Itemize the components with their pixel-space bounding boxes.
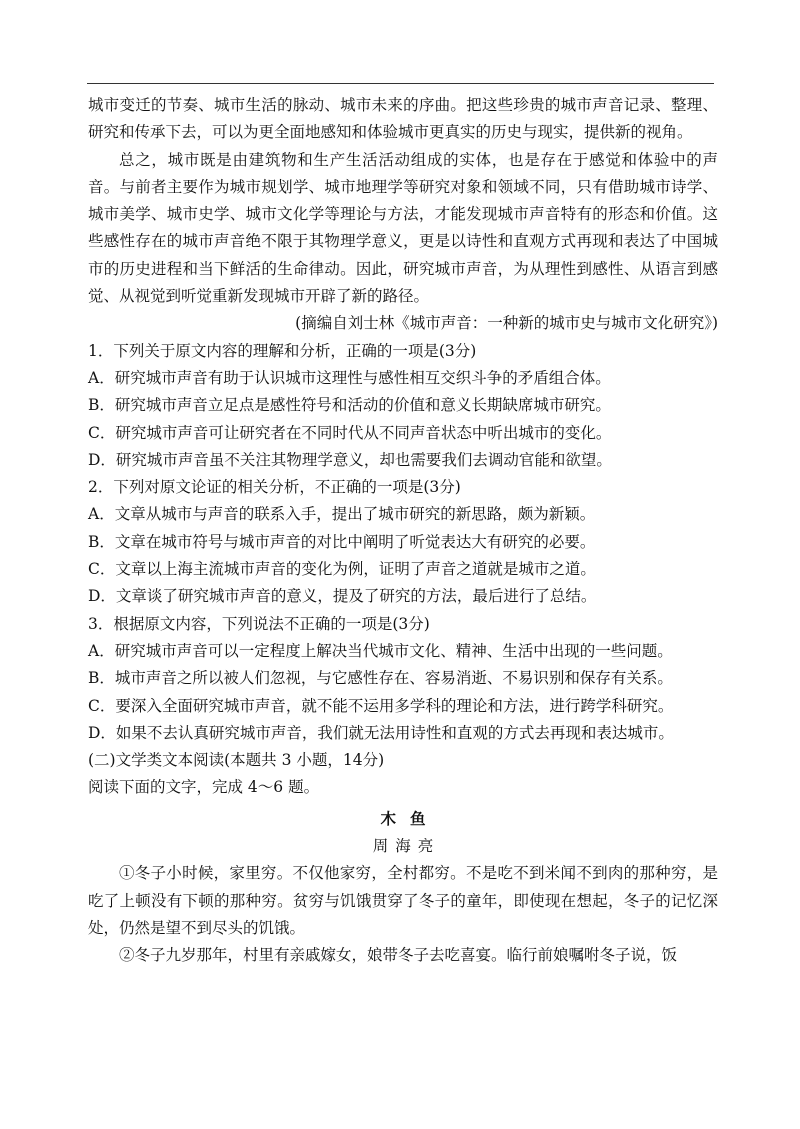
option-b: B．文章在城市符号与城市声音的对比中阐明了听觉表达大有研究的必要。	[88, 532, 596, 551]
option-a: A．研究城市声音有助于认识城市这理性与感性相互交织斗争的矛盾组合体。	[88, 368, 611, 387]
option-b: B．城市声音之所以被人们忽视，与它感性存在、容易消逝、不易识别和保存有关系。	[88, 669, 673, 688]
question-1	[88, 338, 718, 474]
story-paragraph-2: ②冬子九岁那年，村里有亲戚嫁女，娘带冬子去吃喜宴。临行前娘嘱咐冬子说，饭	[119, 946, 678, 965]
question-3	[88, 611, 718, 747]
story-title: 木鱼	[380, 809, 440, 828]
page-content	[88, 92, 718, 970]
option-a: A．研究城市声音可以一定程度上解决当代城市文化、精神、生活中出现的一些问题。	[88, 641, 673, 660]
story-paragraph-1: ①冬子小时候，家里穷。不仅他家穷，全村都穷。不是吃不到米闻不到肉的那种穷，是吃了上顿没有下顿的那种穷。贫穷与饥饿贯穿了冬子的童年，即使现在想起，冬子的记忆深处，仍然是望不到尽头的饥饿。	[88, 864, 718, 937]
question-stem: 1．下列关于原文内容的理解和分析，正确的一项是(3分)	[88, 341, 477, 360]
option-c: C．研究城市声音可让研究者在不同时代从不同声音状态中听出城市的变化。	[88, 423, 612, 442]
question-stem: 3．根据原文内容，下列说法不正确的一项是(3分)	[88, 614, 430, 633]
question-stem: 2．下列对原文论证的相关分析，不正确的一项是(3分)	[88, 478, 461, 497]
option-c: C．要深入全面研究城市声音，就不能不运用多学科的理论和方法，进行跨学科研究。	[88, 696, 674, 715]
option-c: C．文章以上海主流城市声音的变化为例，证明了声音之道就是城市之道。	[88, 560, 596, 579]
section-heading: (二)文学类文本阅读(本题共 3 小题，14分)	[88, 751, 385, 770]
option-d: D．研究城市声音虽不关注其物理学意义，却也需要我们去调动官能和欲望。	[88, 450, 612, 469]
passage-paragraph-continued: 城市变迁的节奏、城市生活的脉动、城市未来的序曲。把这些珍贵的城市声音记录、整理、研究和传承下去，可以为更全面地感知和体验城市更真实的历史与现实，提供新的视角。	[88, 96, 718, 142]
story-author: 周海亮	[372, 837, 441, 856]
option-a: A．文章从城市与声音的联系入手，提出了城市研究的新思路，颇为新颖。	[88, 505, 596, 524]
question-2	[88, 474, 718, 610]
option-d: D．如果不去认真研究城市声音，我们就无法用诗性和直观的方式去再现和表达城市。	[88, 723, 674, 742]
option-b: B．研究城市声音立足点是感性符号和活动的价值和意义长期缺席城市研究。	[88, 396, 611, 415]
passage-paragraph-summary: 总之，城市既是由建筑物和生产生活活动组成的实体，也是存在于感觉和体验中的声音。与前者主要作为城市规划学、城市地理学等研究对象和领域不同，只有借助城市诗学、城市美学、城市史学、城市文化学等理论与方法，才能发现城市声音特有的形态和价值。这些感性存在的城市声音绝不限于其物理学意义，更是以诗性和直观方式再现和表达了中国城市的历史进程和当下鲜活的生命律动。因此，研究城市声音，为从理性到感性、从语言到感觉、从视觉到听觉重新发现城市开辟了新的路径。	[88, 150, 718, 306]
passage-source: (摘编自刘士林《城市声音：一种新的城市史与城市文化研究》)	[295, 314, 718, 333]
header-rule	[87, 83, 714, 84]
option-d: D．文章谈了研究城市声音的意义，提及了研究的方法，最后进行了总结。	[88, 587, 597, 606]
section-instruction: 阅读下面的文字，完成 4～6 题。	[88, 778, 320, 797]
